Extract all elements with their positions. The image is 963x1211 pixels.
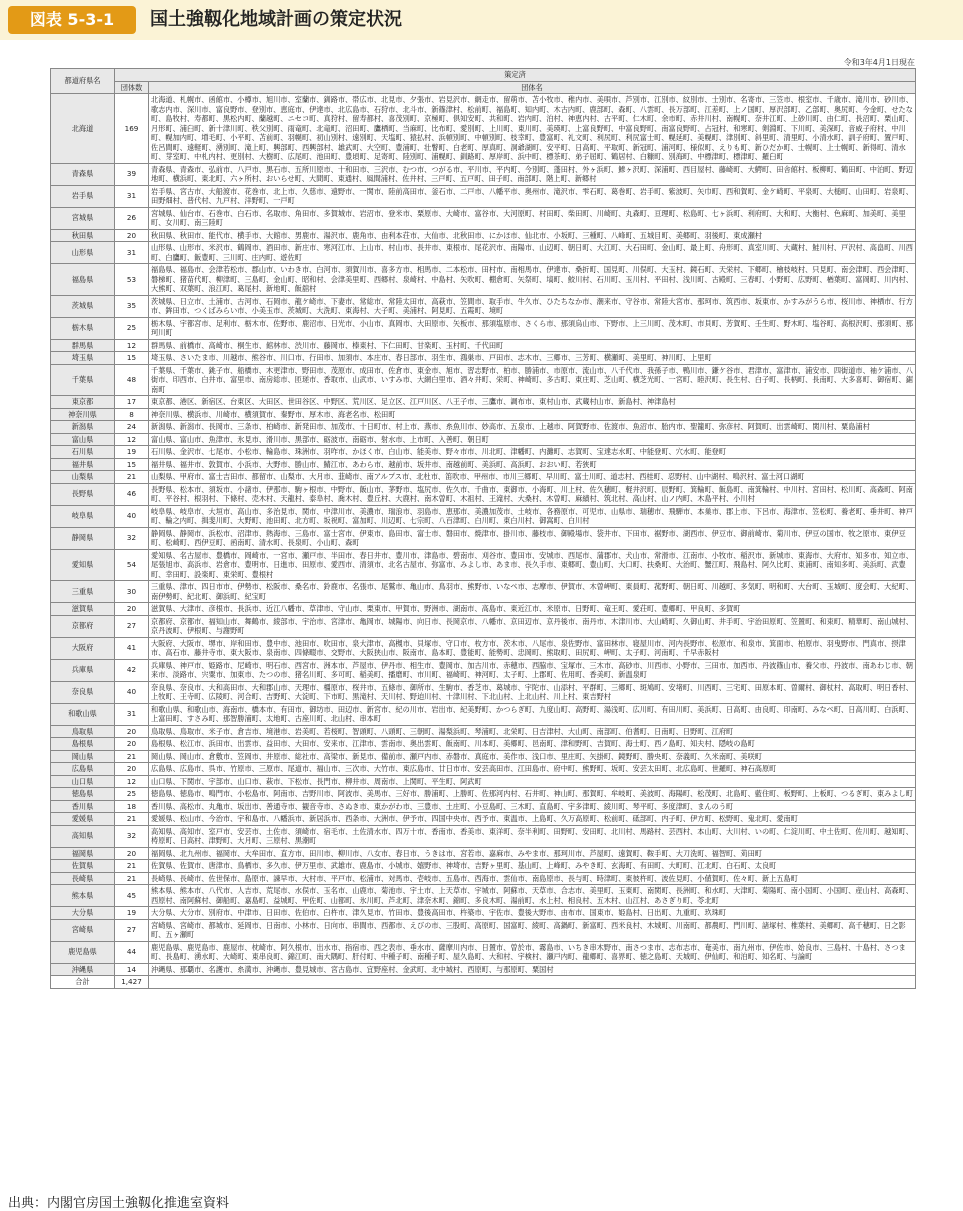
municipality-names: 大阪府、大阪市、堺市、岸和田市、豊中市、池田市、吹田市、泉大津市、高槻市、貝塚市、守口市、枚方市、茨木市、八尾市、泉佐野市、富田林市、寝屋川市、河内長野市、松原市、和泉市、箕面市、柏原市、羽曳野市、門真市、摂津市、高石市、藤井寺市、東大阪市、泉南市、四條畷市、交野市、大阪狭山市、阪南市、島本町、豊能町、能勢町、忠岡町、熊取町、田尻町、岬町、太子町、河南町、千早赤阪村 (149, 637, 916, 659)
total-row (51, 976, 916, 989)
municipality-count: 21 (115, 860, 149, 873)
table-row (51, 339, 916, 352)
prefecture-name: 和歌山県 (51, 703, 115, 725)
municipality-names: 千葉県、千葉市、銚子市、船橋市、木更津市、野田市、茂原市、成田市、佐倉市、東金市、旭市、習志野市、柏市、勝浦市、市原市、流山市、八千代市、我孫子市、鴨川市、鎌ケ谷市、君津市、富津市、浦安市、四街道市、袖ケ浦市、八街市、印西市、白井市、富里市、南房総市、匝瑳市、香取市、山武市、いすみ市、大網白里市、酒々井町、栄町、神崎町、多古町、東庄町、芝山町、横芝光町、一宮町、睦沢町、長生村、白子町、長柄町、長南町、大多喜町、御宿町、鋸南町 (149, 364, 916, 396)
municipality-count: 20 (115, 847, 149, 860)
figure-title: 国土強靱化地域計画の策定状況 (150, 9, 402, 30)
total-label: 合計 (51, 976, 115, 989)
table-row (51, 352, 916, 365)
prefecture-name: 埼玉県 (51, 352, 115, 365)
municipality-names: 福島県、福島市、会津若松市、郡山市、いわき市、白河市、須賀川市、喜多方市、相馬市、二本松市、田村市、南相馬市、伊達市、桑折町、国見町、川俣町、大玉村、鏡石町、天栄村、下郷町、檜枝岐村、只見町、南会津町、西会津町、磐梯町、猪苗代町、柳津町、三島町、金山町、昭和村、会津美里町、西郷村、泉崎村、中島村、矢吹町、棚倉町、矢祭町、塙町、鮫川村、石川町、玉川村、平田村、浅川町、古殿町、三春町、小野町、広野町、楢葉町、富岡町、川内村、大熊町、双葉町、浪江町、葛尾村、新地町、飯舘村 (149, 264, 916, 296)
municipality-names: 滋賀県、大津市、彦根市、長浜市、近江八幡市、草津市、守山市、栗東市、甲賀市、野洲市、湖南市、高島市、東近江市、米原市、日野町、竜王町、愛荘町、豊郷町、甲良町、多賀町 (149, 603, 916, 616)
prefecture-name: 大分県 (51, 907, 115, 920)
table-row (51, 207, 916, 229)
table-row (51, 963, 916, 976)
table-row (51, 775, 916, 788)
municipality-count: 48 (115, 364, 149, 396)
municipality-count: 42 (115, 659, 149, 681)
prefecture-name: 栃木県 (51, 317, 115, 339)
municipality-names: 岩手県、宮古市、大船渡市、花巻市、北上市、久慈市、遠野市、一関市、陸前高田市、釜石市、二戸市、八幡平市、奥州市、滝沢市、雫石町、葛巻町、岩手町、紫波町、矢巾町、西和賀町、金ケ崎町、平泉町、大槌町、山田町、岩泉町、田野畑村、普代村、九戸村、洋野町、一戸町 (149, 185, 916, 207)
municipality-names: 佐賀県、佐賀市、唐津市、鳥栖市、多久市、伊万里市、武雄市、鹿島市、小城市、嬉野市、神埼市、吉野ヶ里町、基山町、上峰町、みやき町、玄海町、有田町、大町町、江北町、白石町、太良町 (149, 860, 916, 873)
municipality-count: 54 (115, 549, 149, 581)
prefecture-name: 沖縄県 (51, 963, 115, 976)
as-of-date: 令和3年4月1日現在 (843, 58, 915, 67)
header-count: 団体数 (115, 81, 149, 94)
prefecture-name: 茨城県 (51, 295, 115, 317)
prefecture-name: 大阪府 (51, 637, 115, 659)
prefecture-name: 宮城県 (51, 207, 115, 229)
municipality-names: 愛媛県、松山市、今治市、宇和島市、八幡浜市、新居浜市、西条市、大洲市、伊予市、四国中央市、西予市、東温市、上島町、久万高原町、松前町、砥部町、内子町、伊方町、松野町、鬼北町、愛南町 (149, 813, 916, 826)
total-empty (149, 976, 916, 989)
municipality-names: 静岡県、静岡市、浜松市、沼津市、熱海市、三島市、富士宮市、伊東市、島田市、富士市、磐田市、焼津市、掛川市、藤枝市、御殿場市、袋井市、下田市、裾野市、湖西市、伊豆市、御前崎市、菊川市、伊豆の国市、牧之原市、東伊豆町、松崎町、西伊豆町、函南町、清水町、長泉町、小山町、森町 (149, 527, 916, 549)
prefecture-name: 石川県 (51, 446, 115, 459)
table-row (51, 446, 916, 459)
municipality-names: 徳島県、徳島市、鳴門市、小松島市、阿南市、吉野川市、阿波市、美馬市、三好市、勝浦町、上勝町、佐那河内村、石井町、神山町、那賀町、牟岐町、美波町、海陽町、松茂町、北島町、藍住町、板野町、上板町、つるぎ町、東みよし町 (149, 788, 916, 801)
municipality-count: 31 (115, 242, 149, 264)
municipality-names: 熊本県、熊本市、八代市、人吉市、荒尾市、水俣市、玉名市、山鹿市、菊池市、宇土市、上天草市、宇城市、阿蘇市、天草市、合志市、美里町、玉東町、南関町、長洲町、和水町、大津町、菊陽町、南小国町、小国町、産山村、高森町、西原村、南阿蘇村、御船町、嘉島町、益城町、甲佐町、山都町、氷川町、芦北町、津奈木町、錦町、多良木町、湯前町、水上村、相良村、五木村、山江村、あさぎり町、苓北町 (149, 885, 916, 907)
municipality-count: 8 (115, 408, 149, 421)
header-prefecture: 都道府県名 (51, 69, 115, 94)
municipality-count: 31 (115, 185, 149, 207)
municipality-names: 宮崎県、宮崎市、都城市、延岡市、日南市、小林市、日向市、串間市、西都市、えびの市、三股町、高原町、国富町、綾町、高鍋町、新富町、西米良村、木城町、川南町、都農町、門川町、諸塚村、椎葉村、美郷町、高千穂町、日之影町、五ヶ瀬町 (149, 919, 916, 941)
prefecture-name: 熊本県 (51, 885, 115, 907)
municipality-names: 秋田県、秋田市、能代市、横手市、大館市、男鹿市、湯沢市、鹿角市、由利本荘市、大仙市、北秋田市、にかほ市、仙北市、小坂町、三種町、八峰町、五城目町、美郷町、羽後町、東成瀬村 (149, 229, 916, 242)
table-row (51, 725, 916, 738)
municipality-names: 三重県、津市、四日市市、伊勢市、松阪市、桑名市、鈴鹿市、名張市、尾鷲市、亀山市、鳥羽市、熊野市、いなべ市、志摩市、伊賀市、木曽岬町、東員町、菰野町、朝日町、川越町、多気町、明和町、大台町、玉城町、度会町、大紀町、南伊勢町、紀北町、御浜町、紀宝町 (149, 581, 916, 603)
municipality-count: 39 (115, 163, 149, 185)
municipality-names: 東京都、港区、新宿区、台東区、大田区、世田谷区、中野区、荒川区、足立区、江戸川区、八王子市、三鷹市、調布市、東村山市、武蔵村山市、新島村、神津島村 (149, 396, 916, 409)
table-row (51, 813, 916, 826)
municipality-names: 福岡県、北九州市、福岡市、大牟田市、直方市、田川市、柳川市、八女市、春日市、うきは市、宮若市、嘉麻市、みやま市、那珂川市、芦屋町、遠賀町、鞍手町、大刀洗町、福智町、苅田町 (149, 847, 916, 860)
municipality-count: 53 (115, 264, 149, 296)
table-row (51, 872, 916, 885)
table-row (51, 659, 916, 681)
municipality-names: 鹿児島県、鹿児島市、鹿屋市、枕崎市、阿久根市、出水市、指宿市、西之表市、垂水市、薩摩川内市、日置市、曽於市、霧島市、いちき串木野市、南さつま市、志布志市、奄美市、南九州市、伊佐市、姶良市、三島村、十島村、さつま町、長島町、湧水町、大崎町、東串良町、錦江町、南大隅町、肝付町、中種子町、南種子町、屋久島町、大和村、宇検村、瀬戸内町、龍郷町、喜界町、徳之島町、天城町、伊仙町、和泊町、知名町、与論町 (149, 941, 916, 963)
prefecture-name: 福岡県 (51, 847, 115, 860)
municipality-count: 44 (115, 941, 149, 963)
table-row (51, 738, 916, 751)
header-completed: 策定済 (115, 69, 916, 82)
prefecture-name: 高知県 (51, 825, 115, 847)
municipality-count: 20 (115, 738, 149, 751)
table-row (51, 825, 916, 847)
prefecture-name: 奈良県 (51, 681, 115, 703)
municipality-names: 沖縄県、那覇市、名護市、糸満市、沖縄市、豊見城市、宮古島市、宜野座村、金武町、北中城村、西原町、与那原町、粟国村 (149, 963, 916, 976)
prefecture-name: 静岡県 (51, 527, 115, 549)
municipality-names: 新潟県、新潟市、長岡市、三条市、柏崎市、新発田市、加茂市、十日町市、村上市、燕市、糸魚川市、妙高市、五泉市、上越市、阿賀野市、佐渡市、魚沼市、胎内市、聖籠町、弥彦村、阿賀町、出雲崎町、関川村、粟島浦村 (149, 421, 916, 434)
municipality-count: 35 (115, 295, 149, 317)
table-body (51, 94, 916, 976)
prefecture-name: 長崎県 (51, 872, 115, 885)
municipality-names: 愛知県、名古屋市、豊橋市、岡崎市、一宮市、瀬戸市、半田市、春日井市、豊川市、津島市、碧南市、刈谷市、豊田市、安城市、西尾市、蒲郡市、犬山市、常滑市、江南市、小牧市、稲沢市、新城市、東海市、大府市、知多市、知立市、尾張旭市、高浜市、岩倉市、豊明市、日進市、田原市、愛西市、清須市、北名古屋市、弥富市、みよし市、あま市、長久手市、東郷町、豊山町、大口町、扶桑町、大治町、蟹江町、飛島村、阿久比町、東浦町、南知多町、美浜町、武豊町、幸田町、設楽町、東栄町、豊根村 (149, 549, 916, 581)
prefecture-name: 青森県 (51, 163, 115, 185)
table-row (51, 703, 916, 725)
municipality-count: 21 (115, 813, 149, 826)
municipality-names: 京都府、京都市、福知山市、舞鶴市、綾部市、宇治市、宮津市、亀岡市、城陽市、向日市、長岡京市、八幡市、京田辺市、京丹後市、南丹市、木津川市、大山崎町、久御山町、井手町、宇治田原町、笠置町、和束町、精華町、南山城村、京丹波町、伊根町、与謝野町 (149, 615, 916, 637)
municipality-names: 福井県、福井市、敦賀市、小浜市、大野市、勝山市、鯖江市、あわら市、越前市、坂井市、南越前町、美浜町、高浜町、おおい町、若狭町 (149, 458, 916, 471)
table-row (51, 750, 916, 763)
prefecture-name: 富山県 (51, 433, 115, 446)
table-row (51, 185, 916, 207)
table-row (51, 919, 916, 941)
municipality-count: 17 (115, 396, 149, 409)
municipality-count: 21 (115, 872, 149, 885)
municipality-count: 27 (115, 919, 149, 941)
municipality-count: 15 (115, 458, 149, 471)
municipality-names: 石川県、金沢市、七尾市、小松市、輪島市、珠洲市、羽咋市、かほく市、白山市、能美市、野々市市、川北町、津幡町、内灘町、志賀町、宝達志水町、中能登町、穴水町、能登町 (149, 446, 916, 459)
prefecture-name: 佐賀県 (51, 860, 115, 873)
municipality-names: 富山県、富山市、魚津市、氷見市、滑川市、黒部市、砺波市、南砺市、射水市、上市町、入善町、朝日町 (149, 433, 916, 446)
municipality-names: 宮城県、仙台市、石巻市、白石市、名取市、角田市、多賀城市、岩沼市、登米市、栗原市、大崎市、富谷市、大河原町、村田町、柴田町、川崎町、丸森町、亘理町、松島町、七ヶ浜町、利府町、大和町、大衡村、色麻町、加美町、美里町、女川町、南三陸町 (149, 207, 916, 229)
figure-number-badge: 図表 5-3-1 (8, 6, 136, 34)
prefecture-name: 群馬県 (51, 339, 115, 352)
municipality-names: 島根県、松江市、浜田市、出雲市、益田市、大田市、安来市、江津市、雲南市、奥出雲町、飯南町、川本町、美郷町、邑南町、津和野町、吉賀町、海士町、西ノ島町、知夫村、隠岐の島町 (149, 738, 916, 751)
figure-header (0, 0, 963, 40)
table-row (51, 295, 916, 317)
municipality-count: 19 (115, 907, 149, 920)
prefecture-name: 岩手県 (51, 185, 115, 207)
prefecture-name: 秋田県 (51, 229, 115, 242)
table-row (51, 860, 916, 873)
municipality-names: 青森県、青森市、弘前市、八戸市、黒石市、五所川原市、十和田市、三沢市、むつ市、つがる市、平川市、平内町、今別町、蓬田村、外ヶ浜町、鰺ヶ沢町、深浦町、西目屋村、藤崎町、大鰐町、田舎館村、板柳町、鶴田町、中泊町、野辺地町、横浜町、東北町、六ヶ所村、おいらせ町、大間町、東通村、風間浦村、佐井村、三戸町、五戸町、田子町、南部町、階上町、新郷村 (149, 163, 916, 185)
table-row (51, 229, 916, 242)
prefecture-name: 山梨県 (51, 471, 115, 484)
prefecture-name: 北海道 (51, 94, 115, 164)
prefecture-name: 広島県 (51, 763, 115, 776)
prefecture-name: 鹿児島県 (51, 941, 115, 963)
table-row (51, 549, 916, 581)
municipality-names: 広島県、広島市、呉市、竹原市、三原市、尾道市、福山市、三次市、大竹市、東広島市、廿日市市、安芸高田市、江田島市、府中町、熊野町、坂町、安芸太田町、北広島町、世羅町、神石高原町 (149, 763, 916, 776)
prefecture-name: 鳥取県 (51, 725, 115, 738)
table-row (51, 264, 916, 296)
prefecture-name: 愛知県 (51, 549, 115, 581)
table-row (51, 800, 916, 813)
municipality-count: 20 (115, 763, 149, 776)
total-count: 1,427 (115, 976, 149, 989)
municipality-count: 12 (115, 775, 149, 788)
municipality-count: 25 (115, 317, 149, 339)
municipality-count: 45 (115, 885, 149, 907)
municipality-names: 岐阜県、岐阜市、大垣市、高山市、多治見市、関市、中津川市、美濃市、瑞浪市、羽島市、恵那市、美濃加茂市、土岐市、各務原市、可児市、山県市、瑞穂市、飛騨市、本巣市、郡上市、下呂市、海津市、笠松町、養老町、垂井町、神戸町、輪之内町、揖斐川町、大野町、池田町、北方町、坂祝町、富加町、川辺町、七宗町、八百津町、白川町、東白川村、御嵩町、白川村 (149, 505, 916, 527)
table-row (51, 433, 916, 446)
municipality-count: 32 (115, 527, 149, 549)
table-row (51, 505, 916, 527)
table-row (51, 615, 916, 637)
header-names: 団体名 (149, 81, 916, 94)
table-row (51, 527, 916, 549)
source-note: 出典：内閣官房国土強靱化推進室資料 (8, 1196, 230, 1211)
prefecture-name: 福井県 (51, 458, 115, 471)
prefecture-name: 徳島県 (51, 788, 115, 801)
municipality-names: 山形県、山形市、米沢市、鶴岡市、酒田市、新庄市、寒河江市、上山市、村山市、長井市、東根市、尾花沢市、南陽市、山辺町、朝日町、大江町、大石田町、金山町、最上町、舟形町、真室川町、大蔵村、鮭川村、戸沢村、高畠町、川西町、白鷹町、飯豊町、三川町、庄内町、遊佐町 (149, 242, 916, 264)
table-row (51, 603, 916, 616)
municipality-count: 26 (115, 207, 149, 229)
table-row (51, 364, 916, 396)
municipality-count: 40 (115, 681, 149, 703)
prefecture-name: 神奈川県 (51, 408, 115, 421)
table-row (51, 885, 916, 907)
municipality-count: 12 (115, 433, 149, 446)
table-row (51, 163, 916, 185)
municipality-count: 30 (115, 581, 149, 603)
municipality-names: 奈良県、奈良市、大和高田市、大和郡山市、天理市、橿原市、桜井市、五條市、御所市、生駒市、香芝市、葛城市、宇陀市、山添村、平群町、三郷町、斑鳩町、安堵町、川西町、三宅町、田原本町、曽爾村、御杖村、高取町、明日香村、上牧町、王寺町、広陵町、河合町、吉野町、大淀町、下市町、黒滝村、天川村、野迫川村、十津川村、下北山村、上北山村、川上村、東吉野村 (149, 681, 916, 703)
prefecture-name: 岡山県 (51, 750, 115, 763)
prefecture-name: 愛媛県 (51, 813, 115, 826)
prefecture-name: 滋賀県 (51, 603, 115, 616)
table-row (51, 421, 916, 434)
municipality-names: 栃木県、宇都宮市、足利市、栃木市、佐野市、鹿沼市、日光市、小山市、真岡市、大田原市、矢板市、那須塩原市、さくら市、那須烏山市、下野市、上三川町、茂木町、市貝町、芳賀町、壬生町、野木町、塩谷町、高根沢町、那須町、那珂川町 (149, 317, 916, 339)
table-row (51, 637, 916, 659)
table-row (51, 94, 916, 164)
prefecture-name: 兵庫県 (51, 659, 115, 681)
table-row (51, 763, 916, 776)
municipality-names: 高知県、高知市、室戸市、安芸市、土佐市、須崎市、宿毛市、土佐清水市、四万十市、香南市、香美市、東洋町、奈半利町、田野町、安田町、北川村、馬路村、芸西村、本山町、大川村、いの町、仁淀川町、中土佐町、佐川町、越知町、梼原町、日高村、津野町、大月町、三原村、黒潮町 (149, 825, 916, 847)
table-row (51, 581, 916, 603)
municipality-count: 41 (115, 637, 149, 659)
municipality-count: 19 (115, 446, 149, 459)
municipality-names: 長崎県、長崎市、佐世保市、島原市、諫早市、大村市、平戸市、松浦市、対馬市、壱岐市、五島市、西海市、雲仙市、南島原市、長与町、時津町、東彼杵町、波佐見町、小値賀町、佐々町、新上五島町 (149, 872, 916, 885)
municipality-names: 群馬県、前橋市、高崎市、桐生市、館林市、渋川市、藤岡市、榛東村、下仁田町、甘楽町、玉村町、千代田町 (149, 339, 916, 352)
plan-status-table-wrapper (50, 68, 916, 989)
table-row (51, 907, 916, 920)
municipality-count: 169 (115, 94, 149, 164)
municipality-names: 岡山県、岡山市、倉敷市、笠岡市、井原市、総社市、高梁市、新見市、備前市、瀬戸内市、赤磐市、真庭市、美作市、浅口市、里庄町、矢掛町、鏡野町、勝央町、奈義町、久米南町、美咲町 (149, 750, 916, 763)
table-row (51, 396, 916, 409)
municipality-names: 和歌山県、和歌山市、海南市、橋本市、有田市、御坊市、田辺市、新宮市、紀の川市、岩出市、紀美野町、かつらぎ町、九度山町、高野町、湯浅町、広川町、有田川町、美浜町、日高町、由良町、印南町、みなべ町、日高川町、白浜町、上富田町、すさみ町、那智勝浦町、太地町、古座川町、北山村、串本町 (149, 703, 916, 725)
prefecture-name: 東京都 (51, 396, 115, 409)
prefecture-name: 新潟県 (51, 421, 115, 434)
prefecture-name: 宮崎県 (51, 919, 115, 941)
plan-status-table (50, 68, 916, 989)
prefecture-name: 京都府 (51, 615, 115, 637)
prefecture-name: 三重県 (51, 581, 115, 603)
municipality-count: 31 (115, 703, 149, 725)
prefecture-name: 岐阜県 (51, 505, 115, 527)
municipality-count: 21 (115, 471, 149, 484)
municipality-names: 神奈川県、横浜市、川崎市、横須賀市、秦野市、厚木市、海老名市、松田町 (149, 408, 916, 421)
municipality-names: 埼玉県、さいたま市、川越市、熊谷市、川口市、行田市、加須市、本庄市、春日部市、羽生市、鴻巣市、戸田市、志木市、三郷市、三芳町、横瀬町、美里町、神川町、上里町 (149, 352, 916, 365)
municipality-names: 北海道、札幌市、函館市、小樽市、旭川市、室蘭市、釧路市、帯広市、北見市、夕張市、岩見沢市、網走市、留萌市、苫小牧市、稚内市、美唄市、芦別市、江別市、紋別市、士別市、名寄市、三笠市、根室市、千歳市、滝川市、砂川市、歌志内市、深川市、富良野市、登別市、恵庭市、伊達市、北広島市、石狩市、北斗市、新篠津村、松前町、福島町、知内町、木古内町、鹿部町、森町、八雲町、長万部町、江差町、上ノ国町、厚沢部町、乙部町、奥尻町、今金町、せたな町、島牧村、寿都町、黒松内町、蘭越町、ニセコ町、真狩村、留寿都村、喜茂別町、京極町、倶知安町、共和町、岩内町、泊村、神恵内村、古平町、仁木町、余市町、赤井川村、南幌町、奈井江町、上砂川町、由仁町、長沼町、栗山町、月形町、浦臼町、新十津川町、秩父別町、雨竜町、北竜町、沼田町、鷹栖町、当麻町、比布町、愛別町、上川町、東川町、美瑛町、上富良野町、中富良野町、南富良野町、占冠村、和寒町、剣淵町、下川町、美深町、音威子府村、中川町、幌加内町、増毛町、小平町、苫前町、羽幌町、初山別村、遠別町、天塩町、猿払村、浜頓別町、中頓別町、枝幸町、豊富町、礼文町、利尻町、利尻富士町、幌延町、美幌町、津別町、斜里町、清里町、小清水町、訓子府町、置戸町、佐呂間町、遠軽町、湧別町、滝上町、興部町、西興部村、雄武町、大空町、豊浦町、壮瞥町、白老町、厚真町、洞爺湖町、安平町、日高町、平取町、新冠町、浦河町、様似町、えりも町、新ひだか町、士幌町、上士幌町、新得町、清水町、芽室町、中札内村、更別村、大樹町、広尾町、池田町、豊頃町、足寄町、陸別町、浦幌町、釧路町、厚岸町、浜中町、標茶町、弟子屈町、鶴居村、白糠町、別海町、中標津町、標津町、羅臼町 (149, 94, 916, 164)
table-row (51, 471, 916, 484)
municipality-count: 15 (115, 352, 149, 365)
municipality-count: 20 (115, 725, 149, 738)
table-row (51, 458, 916, 471)
municipality-names: 大分県、大分市、別府市、中津市、日田市、佐伯市、臼杵市、津久見市、竹田市、豊後高田市、杵築市、宇佐市、豊後大野市、由布市、国東市、姫島村、日出町、九重町、玖珠町 (149, 907, 916, 920)
prefecture-name: 長野県 (51, 483, 115, 505)
prefecture-name: 島根県 (51, 738, 115, 751)
municipality-names: 兵庫県、神戸市、姫路市、尼崎市、明石市、西宮市、洲本市、芦屋市、伊丹市、相生市、豊岡市、加古川市、赤穂市、西脇市、宝塚市、三木市、高砂市、川西市、小野市、三田市、加西市、丹波篠山市、養父市、丹波市、南あわじ市、朝来市、淡路市、宍粟市、加東市、たつの市、猪名川町、多可町、稲美町、播磨町、市川町、福崎町、神河町、太子町、上郡町、佐用町、香美町、新温泉町 (149, 659, 916, 681)
prefecture-name: 山口県 (51, 775, 115, 788)
municipality-names: 山口県、下関市、宇部市、山口市、萩市、下松市、長門市、柳井市、周南市、上関町、平生町、阿武町 (149, 775, 916, 788)
municipality-count: 27 (115, 615, 149, 637)
municipality-names: 長野県、松本市、須坂市、小諸市、伊那市、駒ヶ根市、中野市、飯山市、茅野市、塩尻市、佐久市、千曲市、東御市、小海町、川上村、佐久穂町、軽井沢町、辰野町、箕輪町、飯島町、南箕輪村、中川村、宮田村、松川町、高森町、阿南町、平谷村、根羽村、下條村、売木村、天龍村、泰阜村、喬木村、豊丘村、大鹿村、南木曽町、木祖村、王滝村、大桑村、木曽町、麻績村、筑北村、高山村、山ノ内町、木島平村、小川村 (149, 483, 916, 505)
municipality-count: 40 (115, 505, 149, 527)
municipality-names: 山梨県、甲府市、富士吉田市、都留市、山梨市、大月市、韮崎市、南アルプス市、北杜市、笛吹市、甲州市、市川三郷町、早川町、富士川町、道志村、西桂町、忍野村、山中湖村、鳴沢村、富士河口湖町 (149, 471, 916, 484)
municipality-count: 25 (115, 788, 149, 801)
table-row (51, 941, 916, 963)
table-row (51, 847, 916, 860)
municipality-names: 香川県、高松市、丸亀市、坂出市、善通寺市、観音寺市、さぬき市、東かがわ市、三豊市、土庄町、小豆島町、三木町、直島町、宇多津町、綾川町、琴平町、多度津町、まんのう町 (149, 800, 916, 813)
municipality-count: 46 (115, 483, 149, 505)
municipality-count: 18 (115, 800, 149, 813)
municipality-count: 20 (115, 229, 149, 242)
table-row (51, 317, 916, 339)
prefecture-name: 山形県 (51, 242, 115, 264)
municipality-names: 茨城県、日立市、土浦市、古河市、石岡市、龍ケ崎市、下妻市、常総市、常陸太田市、高萩市、笠間市、取手市、牛久市、ひたちなか市、潮来市、守谷市、常陸大宮市、那珂市、筑西市、坂東市、かすみがうら市、桜川市、神栖市、行方市、鉾田市、つくばみらい市、小美玉市、茨城町、大洗町、東海村、大子町、美浦村、阿見町、五霞町、境町 (149, 295, 916, 317)
table-row (51, 681, 916, 703)
table-row (51, 242, 916, 264)
prefecture-name: 千葉県 (51, 364, 115, 396)
municipality-count: 20 (115, 603, 149, 616)
prefecture-name: 香川県 (51, 800, 115, 813)
municipality-count: 21 (115, 750, 149, 763)
municipality-count: 32 (115, 825, 149, 847)
municipality-count: 12 (115, 339, 149, 352)
prefecture-name: 福島県 (51, 264, 115, 296)
table-row (51, 408, 916, 421)
municipality-count: 14 (115, 963, 149, 976)
table-row (51, 788, 916, 801)
municipality-names: 鳥取県、鳥取市、米子市、倉吉市、境港市、岩美町、若桜町、智頭町、八頭町、三朝町、湯梨浜町、琴浦町、北栄町、日吉津村、大山町、南部町、伯耆町、日南町、日野町、江府町 (149, 725, 916, 738)
municipality-count: 24 (115, 421, 149, 434)
table-row (51, 483, 916, 505)
